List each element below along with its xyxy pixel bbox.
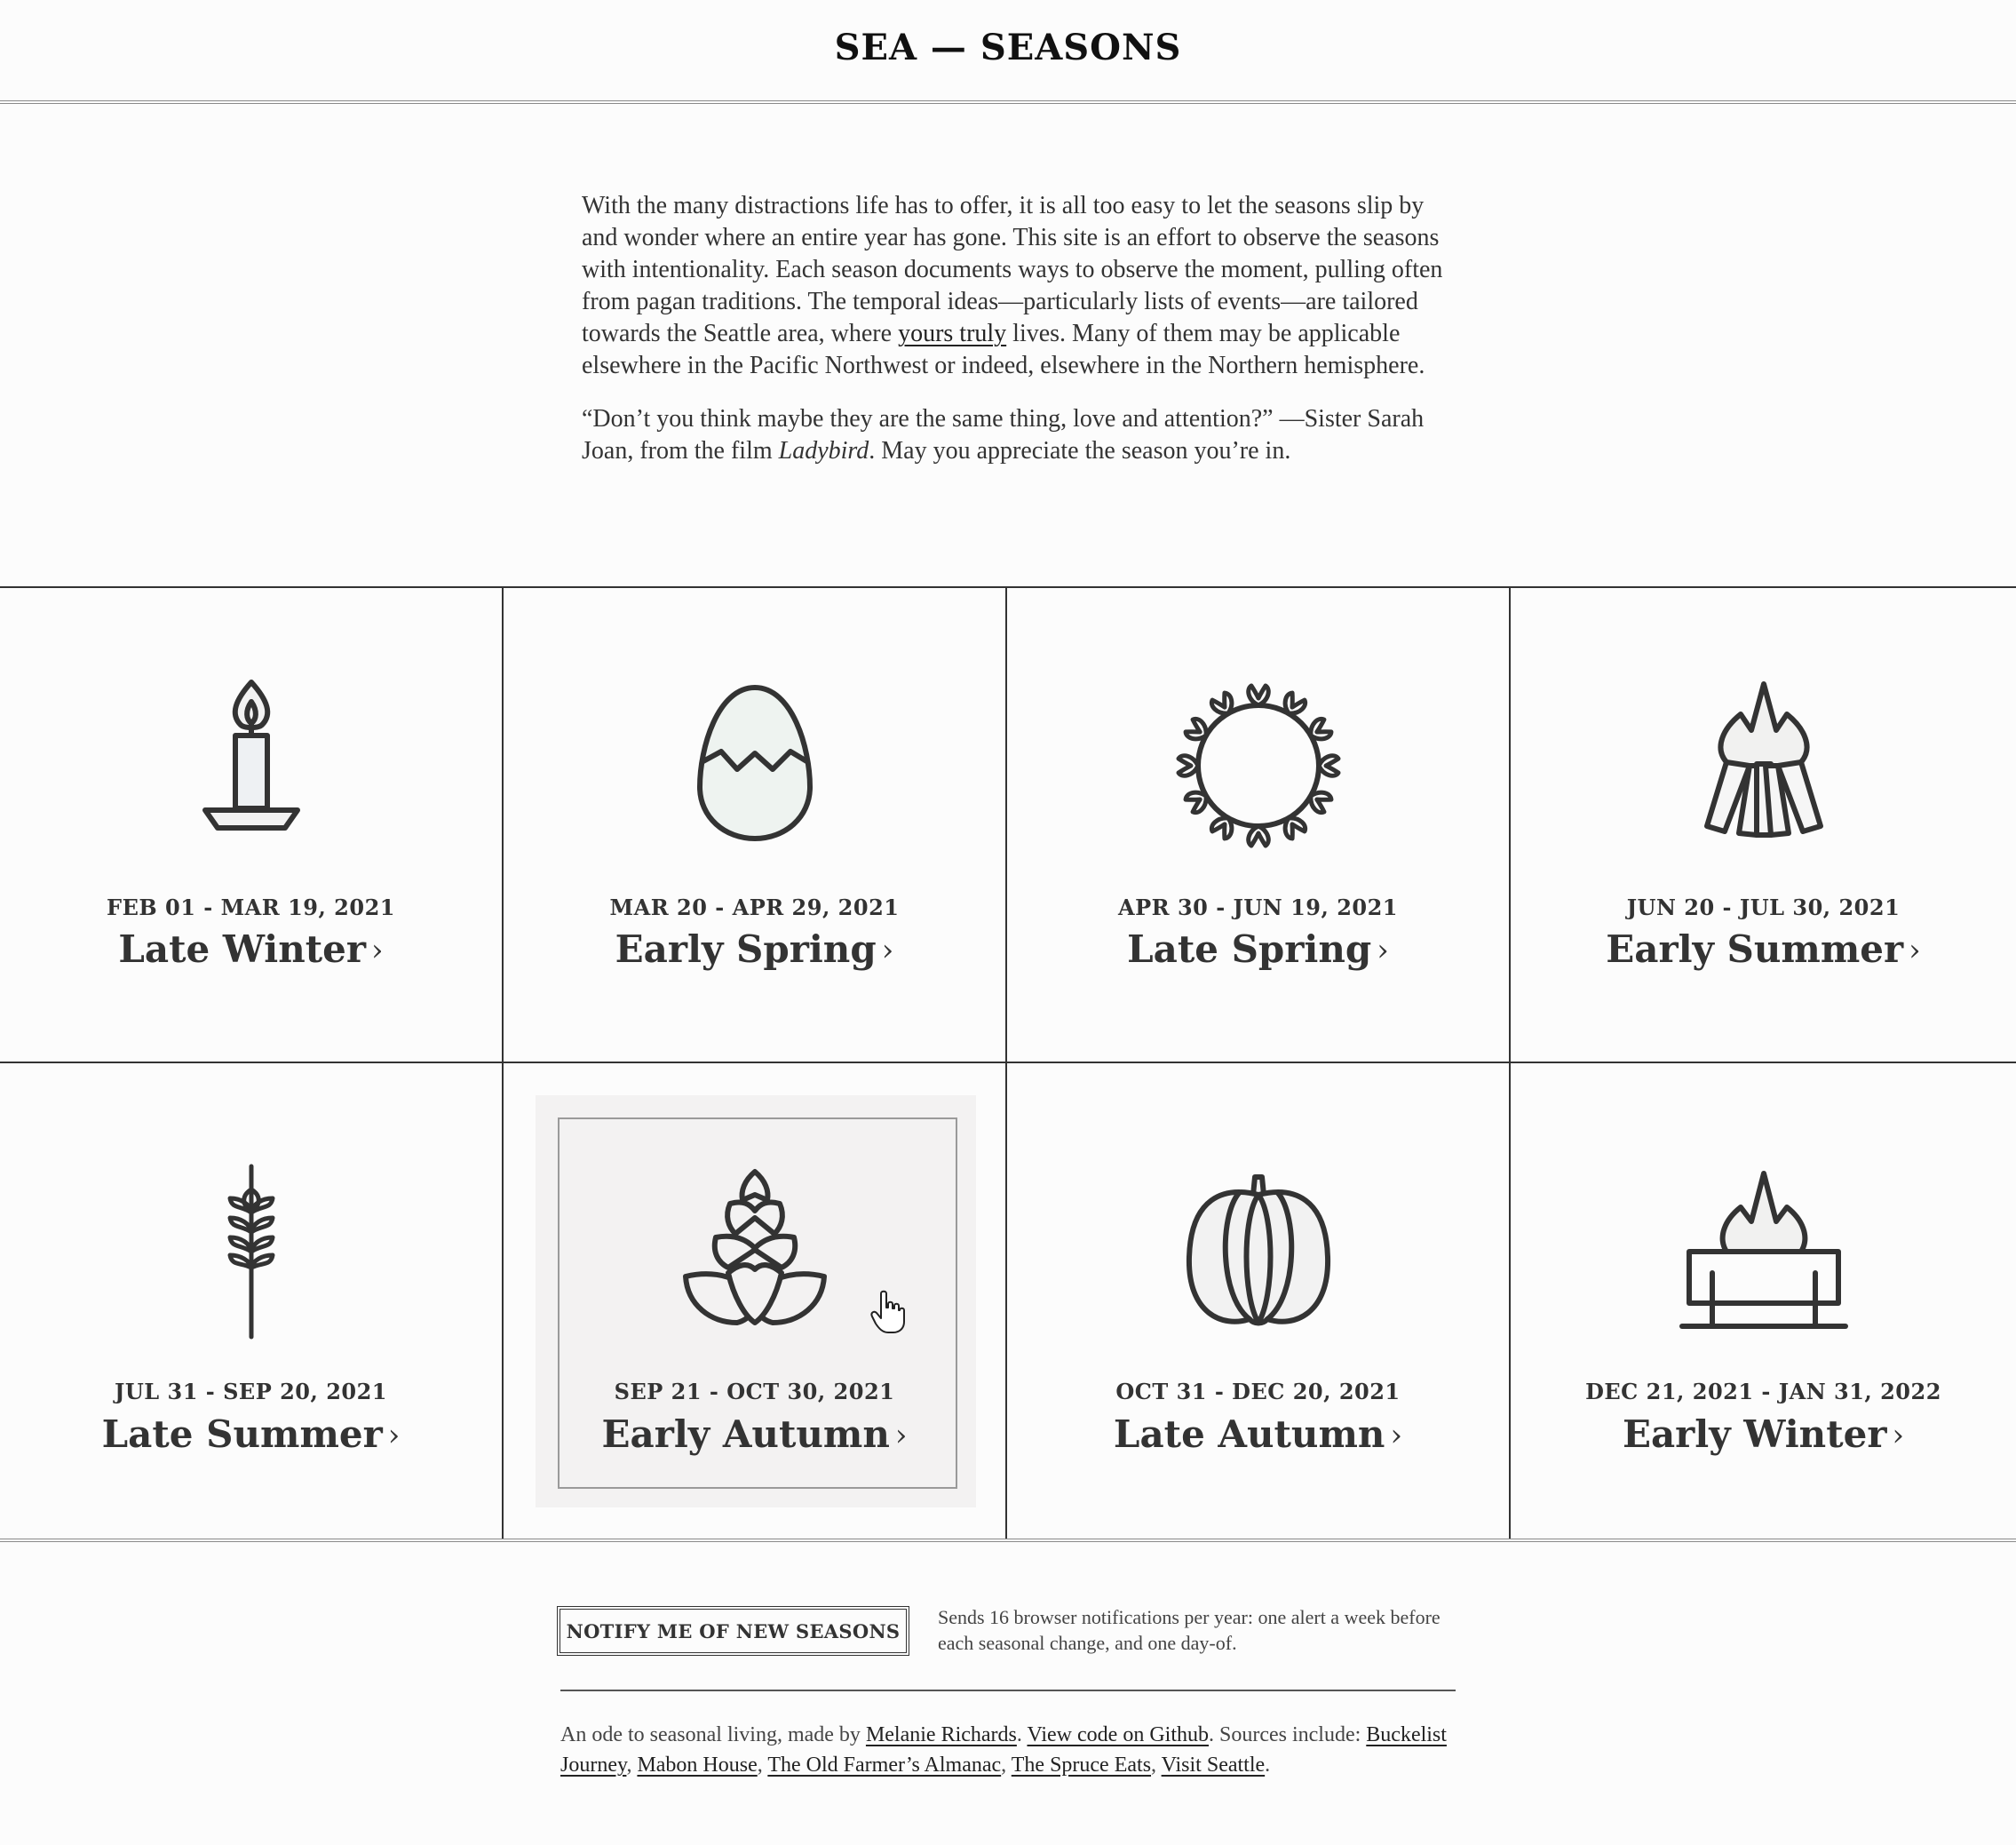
egg-icon — [666, 677, 844, 855]
source-link[interactable]: Mabon House — [637, 1754, 758, 1777]
flower-wreath-icon — [1170, 677, 1347, 855]
hop-cone-icon — [666, 1163, 844, 1340]
season-name-label: Early Summer — [1606, 927, 1904, 971]
hand-cursor-icon — [870, 1290, 906, 1336]
candle-icon — [163, 677, 340, 855]
yours-truly-link[interactable]: yours truly — [898, 320, 1007, 347]
footer — [560, 1720, 1457, 1780]
footer-separator: , — [1151, 1754, 1162, 1777]
season-name — [1511, 927, 2016, 971]
season-dates: MAR 20 - APR 29, 2021 — [609, 895, 900, 920]
github-link[interactable]: View code on Github — [1027, 1723, 1209, 1746]
film-title: Ladybird — [778, 437, 869, 465]
chevron-right-icon: › — [894, 1418, 908, 1453]
season-name-label: Early Autumn — [601, 1412, 890, 1456]
season-name — [1007, 1412, 1509, 1456]
footer-separator: . — [1265, 1754, 1271, 1777]
chevron-right-icon: › — [1909, 933, 1921, 968]
author-link[interactable]: Melanie Richards — [865, 1723, 1017, 1746]
season-dates: JUN 20 - JUL 30, 2021 — [1626, 895, 1901, 920]
season-card-late-autumn[interactable] — [1007, 1063, 1511, 1539]
season-name — [1511, 1412, 2016, 1456]
source-link[interactable]: Visit Seattle — [1161, 1754, 1266, 1777]
season-card-late-winter[interactable] — [0, 588, 504, 1063]
pumpkin-icon — [1170, 1163, 1347, 1340]
source-link[interactable]: The Old Farmer’s Almanac — [767, 1754, 1002, 1777]
intro-text: lives. Many of them may be applicable elsewhere in the Pacific Northwest or indeed, elsewhere in the Northern hemisphere. — [582, 320, 1425, 379]
quote-text: . May you appreciate the season you’re in. — [869, 437, 1291, 465]
source-link[interactable]: The Spruce Eats — [1011, 1754, 1152, 1777]
season-name-label: Late Summer — [101, 1412, 383, 1456]
notify-description: Sends 16 browser notifications per year: one alert a week before each seasonal change, and one day-of. — [938, 1606, 1441, 1654]
quote-text: “Don’t you think maybe they are the same thing, love and attention?” —Sister Sarah Joan, from the film — [582, 405, 1425, 465]
season-card-late-spring[interactable] — [1007, 588, 1511, 1063]
source-link[interactable]: Buckelist Journey — [560, 1723, 1447, 1777]
footer-separator: . — [1016, 1723, 1028, 1746]
fire-pit-icon — [1675, 1163, 1853, 1340]
season-card-late-summer[interactable] — [0, 1063, 504, 1539]
season-card-early-autumn[interactable] — [504, 1063, 1007, 1539]
bonfire-icon — [1675, 677, 1853, 855]
season-card-early-summer[interactable] — [1511, 588, 2016, 1063]
wheat-icon — [163, 1163, 340, 1340]
season-dates: OCT 31 - DEC 20, 2021 — [1115, 1379, 1401, 1404]
footer-divider — [560, 1690, 1456, 1691]
intro — [582, 190, 1443, 489]
footer-text: An ode to seasonal living, made by — [560, 1723, 866, 1746]
season-name-label: Late Winter — [118, 927, 367, 971]
season-card-early-spring[interactable] — [504, 588, 1007, 1063]
footer-separator: , — [757, 1754, 768, 1777]
site-header — [0, 0, 2016, 104]
seasons-grid — [0, 586, 2016, 1542]
season-name — [0, 1412, 502, 1456]
footer-separator: , — [626, 1754, 638, 1777]
season-name — [1007, 927, 1509, 971]
season-name-label: Late Spring — [1127, 927, 1372, 971]
site-title[interactable]: SEA — SEASONS — [834, 27, 1182, 68]
season-dates: DEC 21, 2021 - JAN 31, 2022 — [1585, 1379, 1941, 1404]
chevron-right-icon: › — [1892, 1418, 1905, 1453]
footer-sources-label: . Sources include: — [1208, 1723, 1367, 1746]
chevron-right-icon: › — [881, 933, 894, 968]
intro-text: With the many distractions life has to offer, it is all too easy to let the seasons slip by and wonder where an entire year has gone. This site is an effort to observe the seasons with intentionality. Each season documents ways to observe the moment, pulling often from pagan traditions. The temporal ideas—particularly lists of events—are tailored towards the Seattle area, where — [582, 192, 1443, 347]
season-name-label: Early Winter — [1622, 1412, 1887, 1456]
chevron-right-icon: › — [1377, 933, 1389, 968]
intro-paragraph-2 — [582, 403, 1443, 467]
footer-separator: , — [1001, 1754, 1012, 1777]
chevron-right-icon: › — [387, 1418, 401, 1453]
season-dates: FEB 01 - MAR 19, 2021 — [107, 895, 395, 920]
chevron-right-icon: › — [371, 933, 384, 968]
season-name — [504, 1412, 1005, 1456]
season-dates: APR 30 - JUN 19, 2021 — [1117, 895, 1399, 920]
chevron-right-icon: › — [1390, 1418, 1403, 1453]
notify-me-button[interactable]: NOTIFY ME OF NEW SEASONS — [557, 1606, 909, 1656]
intro-paragraph-1 — [582, 190, 1443, 382]
season-name — [504, 927, 1005, 971]
season-dates: SEP 21 - OCT 30, 2021 — [614, 1379, 895, 1404]
season-name-label: Early Spring — [615, 927, 877, 971]
season-card-early-winter[interactable] — [1511, 1063, 2016, 1539]
season-dates: JUL 31 - SEP 20, 2021 — [114, 1379, 388, 1404]
season-name-label: Late Autumn — [1113, 1412, 1385, 1456]
season-name — [0, 927, 502, 971]
